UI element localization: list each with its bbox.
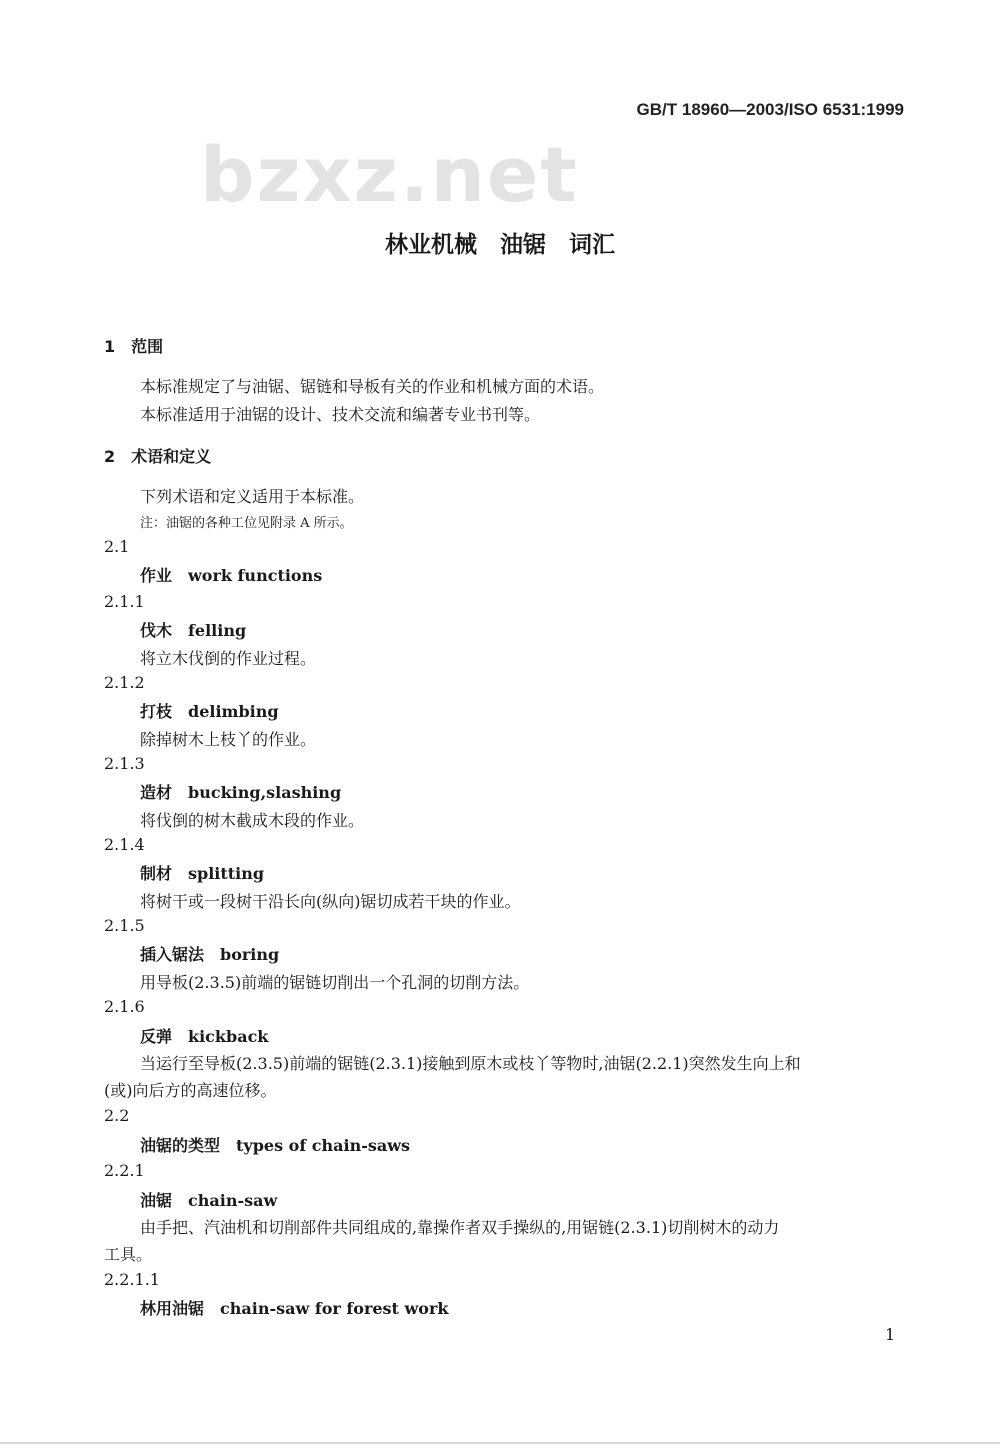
term-en: splitting xyxy=(188,864,265,883)
definition-continued: (或)向后方的高速位移。 xyxy=(104,1081,277,1100)
term xyxy=(140,699,279,722)
entry-number: 2.1.2 xyxy=(104,673,145,692)
term-zh: 油锯 xyxy=(140,1191,173,1210)
term xyxy=(140,563,322,586)
term-zh: 油锯的类型 xyxy=(140,1136,221,1155)
definition: 用导板(2.3.5)前端的锯链切削出一个孔洞的切削方法。 xyxy=(140,973,530,992)
term-en: boring xyxy=(220,945,280,964)
term-en: felling xyxy=(188,621,247,640)
term xyxy=(140,1133,410,1156)
definition: 将树干或一段树干沿长向(纵向)锯切成若干块的作业。 xyxy=(140,892,521,911)
entry-number: 2.1.4 xyxy=(104,835,145,854)
entry-number: 2.1.5 xyxy=(104,916,145,935)
term xyxy=(140,1188,277,1211)
term-en: kickback xyxy=(188,1027,269,1046)
entry-number: 2.1.3 xyxy=(104,754,145,773)
definition: 将伐倒的树木截成木段的作业。 xyxy=(140,811,365,830)
definition-continued: 工具。 xyxy=(104,1245,153,1264)
definition: 除掉树木上枝丫的作业。 xyxy=(140,730,317,749)
term-en: chain-saw xyxy=(188,1191,278,1210)
paragraph: 下列术语和定义适用于本标准。 xyxy=(140,487,365,506)
term-zh: 反弹 xyxy=(140,1027,173,1046)
document-title: 林业机械 油锯 词汇 xyxy=(385,232,615,258)
term xyxy=(140,1296,448,1319)
term xyxy=(140,780,341,803)
footer-rule xyxy=(0,1442,1000,1444)
note: 注：油锯的各种工位见附录 A 所示。 xyxy=(140,516,353,531)
section-heading-scope: 1 范围 xyxy=(104,337,164,356)
section-heading-terms: 2 术语和定义 xyxy=(104,447,212,466)
term-en: types of chain-saws xyxy=(236,1136,411,1155)
standard-number: GB/T 18960—2003/ISO 6531:1999 xyxy=(636,100,904,119)
term xyxy=(140,1024,268,1047)
term-zh: 造材 xyxy=(140,783,173,802)
term-zh: 伐木 xyxy=(140,621,173,640)
term-en: chain-saw for forest work xyxy=(220,1299,449,1318)
entry-number: 2.2 xyxy=(104,1106,130,1125)
term xyxy=(140,942,279,965)
page-number: 1 xyxy=(885,1325,896,1344)
term-zh: 作业 xyxy=(140,566,173,585)
term-zh: 制材 xyxy=(140,864,173,883)
term xyxy=(140,618,246,641)
term-zh: 打枝 xyxy=(140,702,173,721)
entry-number: 2.1.1 xyxy=(104,592,145,611)
term-en: delimbing xyxy=(188,702,279,721)
term xyxy=(140,861,264,884)
paragraph: 本标准适用于油锯的设计、技术交流和编著专业书刊等。 xyxy=(140,405,541,424)
entry-number: 2.2.1 xyxy=(104,1161,145,1180)
definition: 将立木伐倒的作业过程。 xyxy=(140,649,317,668)
entry-number: 2.2.1.1 xyxy=(104,1270,160,1289)
entry-number: 2.1 xyxy=(104,537,130,556)
term-en: work functions xyxy=(188,566,323,585)
entry-number: 2.1.6 xyxy=(104,997,145,1016)
paragraph: 本标准规定了与油锯、锯链和导板有关的作业和机械方面的术语。 xyxy=(140,377,605,396)
definition: 当运行至导板(2.3.5)前端的锯链(2.3.1)接触到原木或枝丫等物时,油锯(2.2.1)突然发生向上和 xyxy=(140,1054,801,1073)
term-en: bucking,slashing xyxy=(188,783,342,802)
term-zh: 林用油锯 xyxy=(140,1299,205,1318)
term-zh: 插入锯法 xyxy=(140,945,205,964)
watermark: bzxz.net xyxy=(200,130,579,219)
definition: 由手把、汽油机和切削部件共同组成的,靠操作者双手操纵的,用锯链(2.3.1)切削树木的动力 xyxy=(140,1218,780,1237)
